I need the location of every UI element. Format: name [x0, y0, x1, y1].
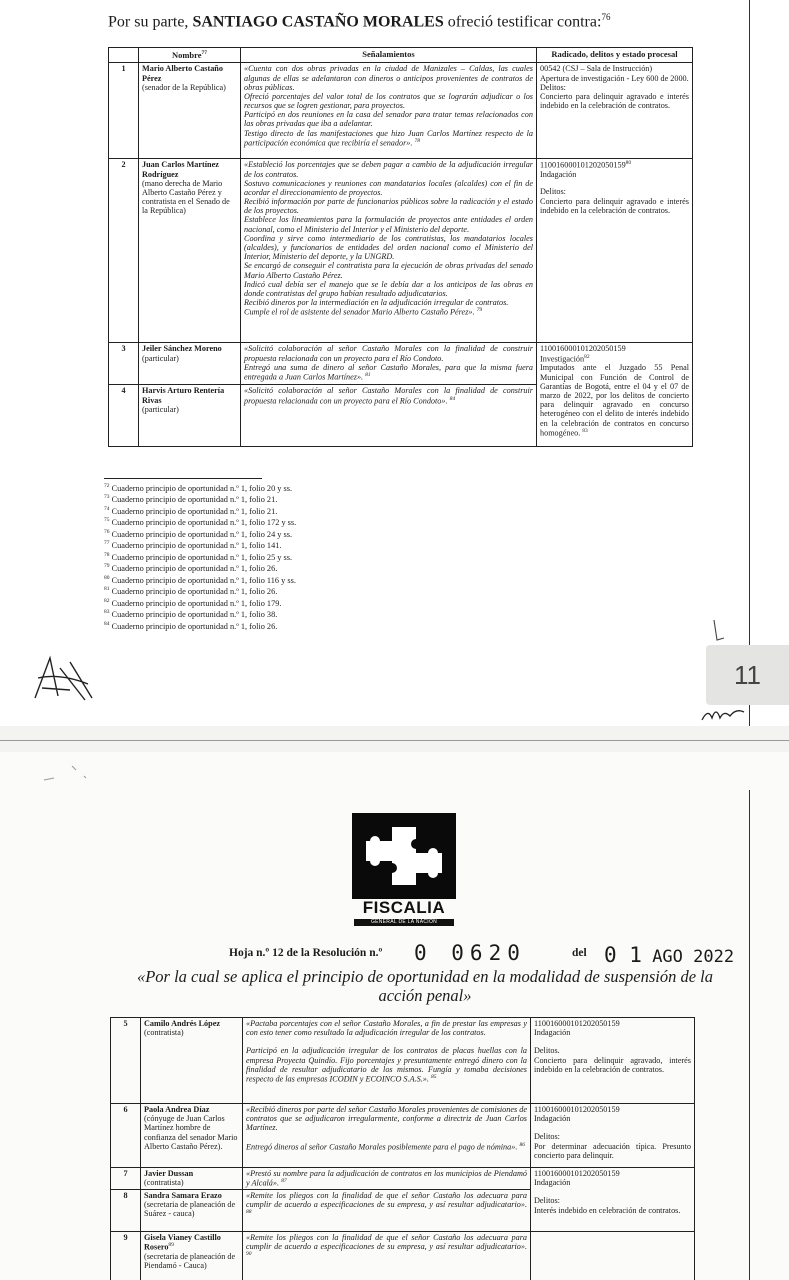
- table-row: [111, 1168, 695, 1190]
- footnote: $^{84}$ Cuaderno principio de oportunidad n.º 1, folio 26.: [104, 620, 278, 631]
- logo-wordmark: FISCALIA: [362, 898, 446, 917]
- row-name: Javier Dussan (contratista): [141, 1168, 243, 1190]
- row-radicado: 00542 (CSJ – Sala de Instrucción) Apertura de investigación - Ley 600 de 2000. Delitos: Concierto para delinquir agravado e interés indebido en la celebración de contratos.: [537, 63, 693, 159]
- table-header-row: [109, 48, 693, 63]
- header-nombre: Nombre$^{77}$: [139, 48, 241, 63]
- row-name: Paola Andrea Díaz (cónyuge de Juan Carlos Martínez hombre de confianza del senador Mario Alberto Castaño Pérez).: [141, 1104, 243, 1168]
- row-number: 5: [111, 1018, 141, 1104]
- table-row: [109, 63, 693, 159]
- row-number: 2: [109, 159, 139, 343]
- row-name: Camilo Andrés López (contratista): [141, 1018, 243, 1104]
- page-border: [749, 790, 750, 1280]
- footnote: $^{83}$ Cuaderno principio de oportunidad n.º 1, folio 38.: [104, 609, 278, 619]
- row-radicado: 110016000101202050159 Indagación Delitos: Por determinar adecuación típica. Presunto concierto para delinquir.: [531, 1104, 695, 1168]
- row-name: Gisela Vianey Castillo Rosero$^{89}$ (secretaria de planeación de Piendamó - Cauca): [141, 1232, 243, 1280]
- footnotes: [104, 482, 296, 631]
- row-radicado: [531, 1232, 695, 1280]
- page-separator: [0, 740, 789, 741]
- row-number: 1: [109, 63, 139, 159]
- scan-marks-icon: [40, 760, 100, 790]
- footnote: $^{82}$ Cuaderno principio de oportunidad n.º 1, folio 179.: [104, 597, 282, 608]
- page-border: [749, 0, 750, 726]
- row-senalamientos: «Cuenta con dos obras privadas en la ciudad de Manizales – Caldas, las cuales algunas de ellas se adelantaron con dineros o anticipos provenientes de contratos de obras públicas. Ofreció porcentajes del valor total de los contratos que se lograrán adjudicar o los recursos que se logren gestionar, para proyectos. Participó en dos reuniones en la casa del senador para tratar temas relacionados con las obras privadas que iba a adelantar. Testigo directo de las manifestaciones que hizo Juan Carlos Martínez respecto de la participación económica que recibiría el senador». $^{78}$: [241, 63, 537, 159]
- row-radicado: 110016000101202050159 Indagación Delitos. Concierto para delinquir agravado, interés indebido en la celebración de contratos.: [531, 1018, 695, 1104]
- logo-emblem: [352, 813, 456, 899]
- footnote: $^{75}$ Cuaderno principio de oportunidad n.º 1, folio 172 y ss.: [104, 517, 297, 528]
- row-senalamientos: «Remite los pliegos con la finalidad de que el señor Castaño los adecuara para cumplir de acuerdo a especificaciones de su empresa, y así resultar adjudicatario». $^{90}$: [243, 1232, 531, 1280]
- row-senalamientos: «Solicitó colaboración al señor Castaño Morales con la finalidad de construir propuesta relacionada con un proyecto para el Río Condoto». $^{84}$: [241, 385, 537, 447]
- row-number: 8: [111, 1190, 141, 1232]
- row-senalamientos: «Prestó su nombre para la adjudicación de contratos en los municipios de Piendamó y Alcalá». $^{87}$: [243, 1168, 531, 1190]
- table-row: [109, 159, 693, 343]
- row-number: 7: [111, 1168, 141, 1190]
- footnote: $^{72}$ Cuaderno principio de oportunidad n.º 1, folio 20 y ss.: [104, 483, 293, 493]
- table-row: [111, 1104, 695, 1168]
- footnote-divider: [104, 478, 262, 479]
- footnote-ref: 76: [601, 12, 611, 22]
- row-name: Sandra Samara Erazo (secretaria de planeación de Suárez - cauca): [141, 1190, 243, 1232]
- row-senalamientos: «Remite los pliegos con la finalidad de que el señor Castaño los adecuara para cumplir de acuerdo a especificaciones de su empresa, y así resultar adjudicatario». $^{88}$: [243, 1190, 531, 1232]
- signature-scribble-icon: [30, 648, 100, 706]
- header-number: [109, 48, 139, 63]
- table-row: [109, 343, 693, 385]
- witness-table-page-11: [108, 47, 693, 447]
- date-prefix: del: [572, 947, 587, 959]
- row-number: 6: [111, 1104, 141, 1168]
- header-senalamientos: Señalamientos: [241, 48, 537, 63]
- row-senalamientos: «Pactaba porcentajes con el señor Castaño Morales, a fin de prestar las empresas y con esto tener como resultado la adjudicación irregular de los contratos. Participó en la adjudicación irregular de los contratos de placas huellas con la empresa Proyecta Quindío. Fijo porcentajes y presuntamente entregó dinero con la finalidad de resultar adjudicatario de los mismos. Fungía y tomaba decisiones respecto de las empresas ICODIN y ECOINCO S.A.S.». $^{85}$: [243, 1018, 531, 1104]
- row-name: Juan Carlos Martínez Rodríguez (mano derecha de Mario Alberto Castaño Pérez y contratista en el Senado de la República): [139, 159, 241, 343]
- footnote: $^{77}$ Cuaderno principio de oportunidad n.º 1, folio 141.: [104, 540, 282, 551]
- row-name: Mario Alberto Castaño Pérez (senador de la República): [139, 63, 241, 159]
- header-radicado: Radicado, delitos y estado procesal: [537, 48, 693, 63]
- row-number: 9: [111, 1232, 141, 1280]
- row-name: Jeiler Sánchez Moreno (particular): [139, 343, 241, 385]
- row-radicado: 110016000101202050159$^{80}$ Indagación Delitos: Concierto para delinquir agravado e interés indebido en la celebración de contratos.: [537, 159, 693, 343]
- initials-scribble-icon: [700, 702, 750, 724]
- margin-mark-icon: [708, 618, 728, 644]
- date-stamp: 0 1 AGO 2022: [604, 943, 735, 967]
- row-senalamientos: «Estableció los porcentajes que se deben pagar a cambio de la adjudicación irregular de los contratos. Sostuvo comunicaciones y reuniones con mandatarios locales (alcaldes) con el fin de acordar el direccionamiento de proyectos. Recibió información por parte de funcionarios públicos sobre la radicación y el estado de los proyectos. Establece los lineamientos para la formulación de proyectos ante entidades el orden nacional, como el Ministerio del Interior y el Ministerio del deporte. Coordina y sirve como intermediario de los contratistas, los mandatarios locales (alcaldes), y funcionarios de entidades del orden nacional como el Ministerio del Interior, Ministerio del deporte, y la UNGRD. Se encargó de conseguir el contratista para la ejecución de obras privadas del senado Mario Alberto Castaño Pérez. Indicó cual debía ser el manejo que se le debía dar a los anticipos de las obras en donde contratistas del grupo habían resultado adjudicatarios. Recibió dineros por la intermediación en la adjudicación irregular de contratos. Cumple el rol de asistente del senador Mario Alberto Castaño Pérez». $^{79}$: [241, 159, 537, 343]
- intro-sentence: [108, 12, 610, 31]
- fiscalia-logo: [352, 813, 456, 927]
- row-radicado: 110016000101202050159 Investigación$^{82}$ Imputados ante el Juzgado 55 Penal Municipal con Función de Control de Garantías de Bogotá, entre el 04 y el 07 de marzo de 2022, por los delitos de concierto para delinquir agravado en concurso heterogéneo con el delito de interés indebido en la celebración de contratos en concurso homogéneo. $^{83}$: [537, 343, 693, 447]
- footnote: $^{76}$ Cuaderno principio de oportunidad n.º 1, folio 24 y ss.: [104, 528, 293, 539]
- intro-prefix: Por su parte,: [108, 13, 193, 31]
- row-number: 3: [109, 343, 139, 385]
- footnote: $^{73}$ Cuaderno principio de oportunidad n.º 1, folio 21.: [104, 494, 278, 505]
- witness-table-page-12: [110, 1017, 695, 1280]
- table-row: [111, 1018, 695, 1104]
- table-row: [111, 1232, 695, 1280]
- logo-subtitle: GENERAL DE LA NACION: [354, 919, 454, 926]
- page-number-tab: 11: [706, 645, 789, 705]
- row-senalamientos: «Solicitó colaboración al señor Castaño Morales con la finalidad de construir propuesta relacionada con un proyecto para el Río Condoto. Entregó una suma de dinero al señor Castaño Morales, para que la misma fuera entregada a Juan Carlos Martínez». $^{81}$: [241, 343, 537, 385]
- resolution-number-stamp: 0 0620: [414, 941, 526, 965]
- puzzle-cross-icon: [352, 813, 456, 899]
- intro-name: SANTIAGO CASTAÑO MORALES: [192, 13, 444, 31]
- intro-suffix: ofreció testificar contra:: [443, 13, 602, 31]
- row-number: 4: [109, 385, 139, 447]
- row-radicado: 110016000101202050159 Indagación Delitos: Interés indebido en celebración de contratos.: [531, 1168, 695, 1232]
- footnote: $^{74}$ Cuaderno principio de oportunidad n.º 1, folio 21.: [104, 505, 278, 516]
- resolution-title: «Por la cual se aplica el principio de oportunidad en la modalidad de suspensión de la acción penal»: [136, 967, 714, 1005]
- sheet-label: Hoja n.º 12 de la Resolución n.º: [229, 947, 383, 959]
- footnote: $^{80}$ Cuaderno principio de oportunidad n.º 1, folio 116 y ss.: [104, 574, 296, 585]
- footnote: $^{79}$ Cuaderno principio de oportunidad n.º 1, folio 26.: [104, 563, 278, 574]
- footnote: $^{78}$ Cuaderno principio de oportunidad n.º 1, folio 25 y ss.: [104, 551, 293, 562]
- footnote: $^{81}$ Cuaderno principio de oportunidad n.º 1, folio 26.: [104, 586, 278, 596]
- row-name: Harvis Arturo Rentería Rivas (particular): [139, 385, 241, 447]
- row-senalamientos: «Recibió dineros por parte del señor Castaño Morales provenientes de comisiones de contratos que se adjudicaron irregularmente, conforme a directriz de Juan Carlos Martínez. Entregó dineros al señor Castaño Morales posiblemente para el pago de nómina». $^{86}$: [243, 1104, 531, 1168]
